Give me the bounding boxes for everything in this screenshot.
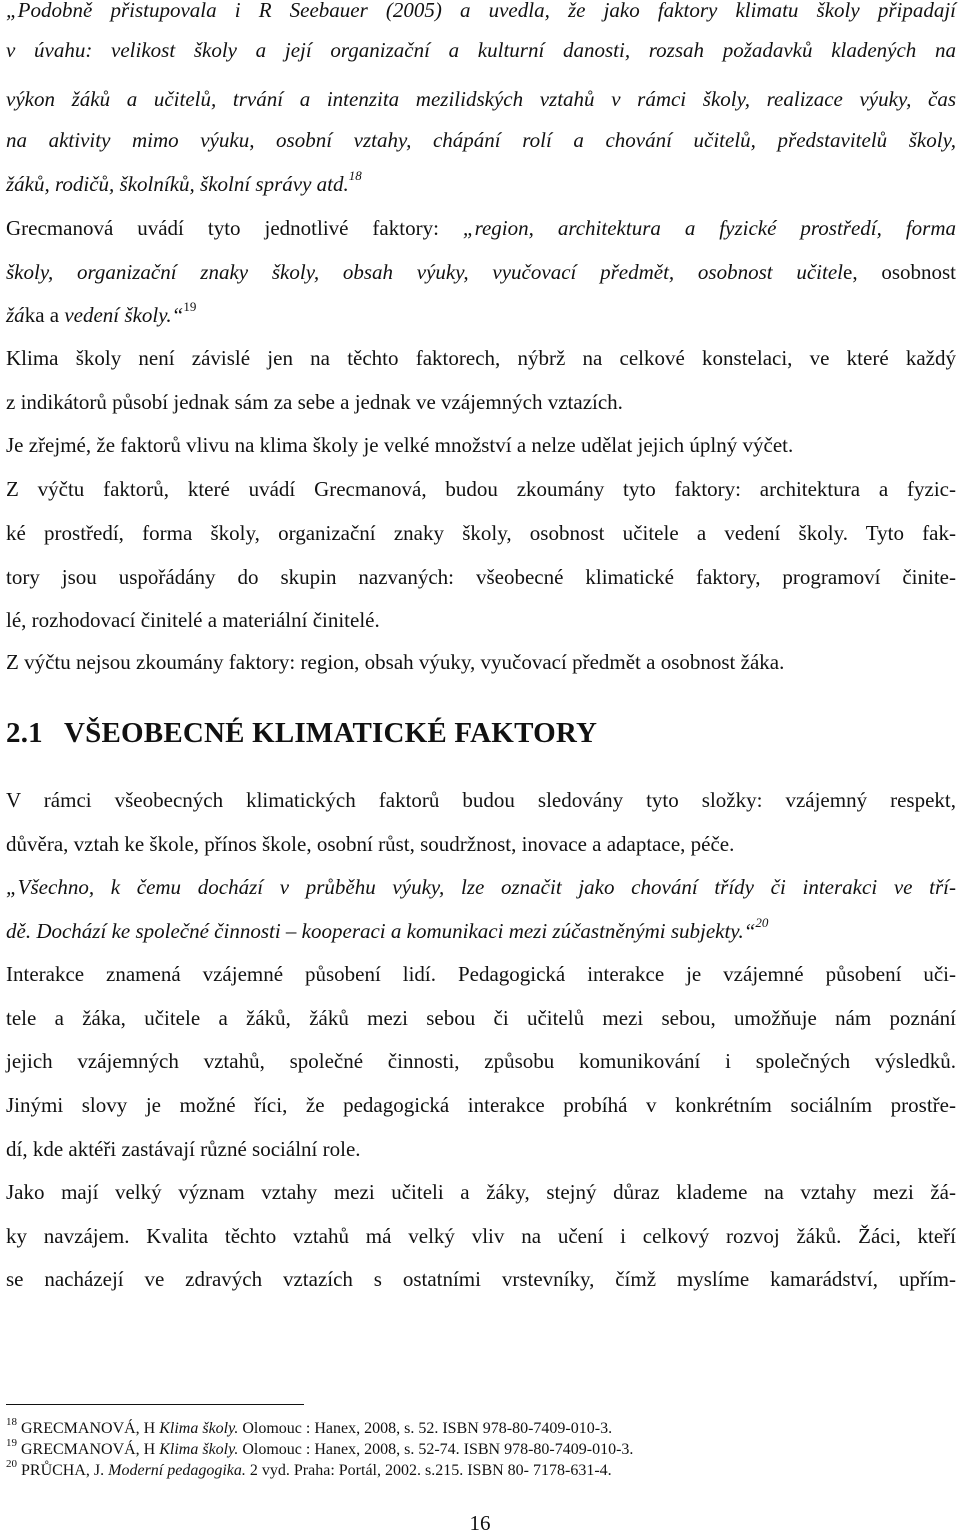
text-line bbox=[6, 917, 956, 945]
footnote-author: GRECMANOVÁ, H bbox=[21, 1441, 160, 1458]
text-line bbox=[6, 301, 956, 329]
text-line: v úvahu: velikost školy a její organizační a kulturní danosti, rozsah požadavků kladených na bbox=[6, 38, 956, 62]
text-line bbox=[6, 258, 956, 286]
footnote bbox=[6, 1436, 946, 1460]
text-run: ka a bbox=[24, 303, 65, 327]
text-run: e, osobnost bbox=[843, 260, 957, 284]
footnote-separator bbox=[6, 1404, 304, 1405]
text-line: Z výčtu nejsou zkoumány faktory: region, obsah výuky, vyučovací předmět a osobnost žáka. bbox=[6, 650, 785, 674]
text-line: na aktivity mimo výuku, osobní vztahy, chápání rolí a chování učitelů, představitelů školy, bbox=[6, 128, 956, 152]
text-line: Interakce znamená vzájemné působení lidí. Pedagogická interakce je vzájemné působení uči- bbox=[6, 962, 956, 986]
text-line bbox=[6, 214, 956, 242]
text-line: důvěra, vztah ke škole, přínos škole, osobní růst, soudržnost, inovace a adaptace, péče. bbox=[6, 832, 735, 856]
quote-run: vedení školy.“ bbox=[64, 303, 184, 327]
text-line: ké prostředí, forma školy, organizační znaky školy, osobnost učitele a vedení školy. Tyto fak- bbox=[6, 521, 956, 545]
footnote-details: Olomouc : Hanex, 2008, s. 52-74. ISBN 978-80-7409-010-3. bbox=[238, 1441, 634, 1458]
text-line: „Podobně přistupovala i R Seebauer (2005) a uvedla, že jako faktory klimatu školy připadají bbox=[6, 0, 956, 22]
text-run: žáků, rodičů, školníků, školní správy atd. bbox=[6, 172, 349, 196]
text-line: dí, kde aktéři zastávají různé sociální role. bbox=[6, 1137, 361, 1161]
quote-run: „region, architektura a fyzické prostředí, forma bbox=[462, 216, 956, 240]
text-line: Je zřejmé, že faktorů vlivu na klima školy je velké množství a nelze udělat jejich úplný výčet. bbox=[6, 433, 794, 457]
text-line: Jinými slovy je možné říci, že pedagogická interakce probíhá v konkrétním sociálním prostře- bbox=[6, 1093, 956, 1117]
footnote-author: PRŮCHA, J. bbox=[21, 1462, 109, 1479]
text-line: lé, rozhodovací činitelé a materiální činitelé. bbox=[6, 608, 380, 632]
text-line: tory jsou uspořádány do skupin nazvaných: všeobecné klimatické faktory, programoví činite- bbox=[6, 565, 956, 589]
page-number: 16 bbox=[469, 1511, 491, 1535]
text-run: Grecmanová uvádí tyto jednotlivé faktory: bbox=[6, 216, 463, 240]
footnote bbox=[6, 1415, 946, 1439]
footnote-details: 2 vyd. Praha: Portál, 2002. s.215. ISBN 80- 7178-631-4. bbox=[245, 1462, 612, 1479]
section-number: 2.1 bbox=[6, 717, 43, 749]
text-line: tele a žáka, učitele a žáků, žáků mezi sebou či učitelů mezi sebou, umožňuje nám poznání bbox=[6, 1006, 956, 1030]
text-line: „Všechno, k čemu dochází v průběhu výuky, lze označit jako chování třídy či interakci ve tří- bbox=[6, 875, 956, 899]
footnote-ref: 18 bbox=[348, 168, 362, 183]
footnote-ref: 20 bbox=[755, 915, 769, 930]
text-line: Z výčtu faktorů, které uvádí Grecmanová, budou zkoumány tyto faktory: architektura a fyzic- bbox=[6, 477, 956, 501]
text-line bbox=[6, 170, 956, 198]
quote-run: školy, organizační znaky školy, obsah výuky, vyučovací předmět, osobnost učitel bbox=[6, 260, 843, 284]
section-title: VŠEOBECNÉ KLIMATICKÉ FAKTORY bbox=[64, 717, 598, 749]
footnote-ref: 19 bbox=[183, 299, 197, 314]
footnote-title: Klima školy. bbox=[159, 1420, 239, 1437]
footnote-number: 18 bbox=[6, 1415, 17, 1428]
text-line: z indikátorů působí jednak sám za sebe a jednak ve vzájemných vztazích. bbox=[6, 390, 623, 414]
text-line: ky navzájem. Kvalita těchto vztahů má velký vliv na učení i celkový rozvoj žáků. Žáci, kteří bbox=[6, 1224, 956, 1248]
text-line: jejich vzájemných vztahů, společné činnosti, způsobu komunikování i společných výsledků. bbox=[6, 1049, 956, 1073]
footnote bbox=[6, 1457, 946, 1481]
footnote-details: Olomouc : Hanex, 2008, s. 52. ISBN 978-80-7409-010-3. bbox=[238, 1420, 613, 1437]
text-line: Jako mají velký význam vztahy mezi učiteli a žáky, stejný důraz klademe na vztahy mezi žá- bbox=[6, 1180, 956, 1204]
section-heading bbox=[6, 714, 597, 752]
footnote-title: Klima školy. bbox=[159, 1441, 239, 1458]
footnote-title: Moderní pedagogika. bbox=[108, 1462, 246, 1479]
footnote-number: 20 bbox=[6, 1457, 17, 1470]
text-line: se nacházejí ve zdravých vztazích s ostatními vrstevníky, čímž myslíme kamarádství, upřím- bbox=[6, 1267, 956, 1291]
text-line: výkon žáků a učitelů, trvání a intenzita mezilidských vztahů v rámci školy, realizace výuky, čas bbox=[6, 87, 956, 111]
footnote-number: 19 bbox=[6, 1436, 17, 1449]
quote-run: žá bbox=[6, 303, 25, 327]
footnote-author: GRECMANOVÁ, H bbox=[21, 1420, 160, 1437]
text-line: Klima školy není závislé jen na těchto faktorech, nýbrž na celkové konstelaci, ve které každý bbox=[6, 346, 956, 370]
text-line: V rámci všeobecných klimatických faktorů budou sledovány tyto složky: vzájemný respekt, bbox=[6, 788, 956, 812]
text-run: dě. Dochází ke společné činnosti – kooperaci a komunikaci mezi zúčastněnými subjekty.“ bbox=[6, 919, 756, 943]
